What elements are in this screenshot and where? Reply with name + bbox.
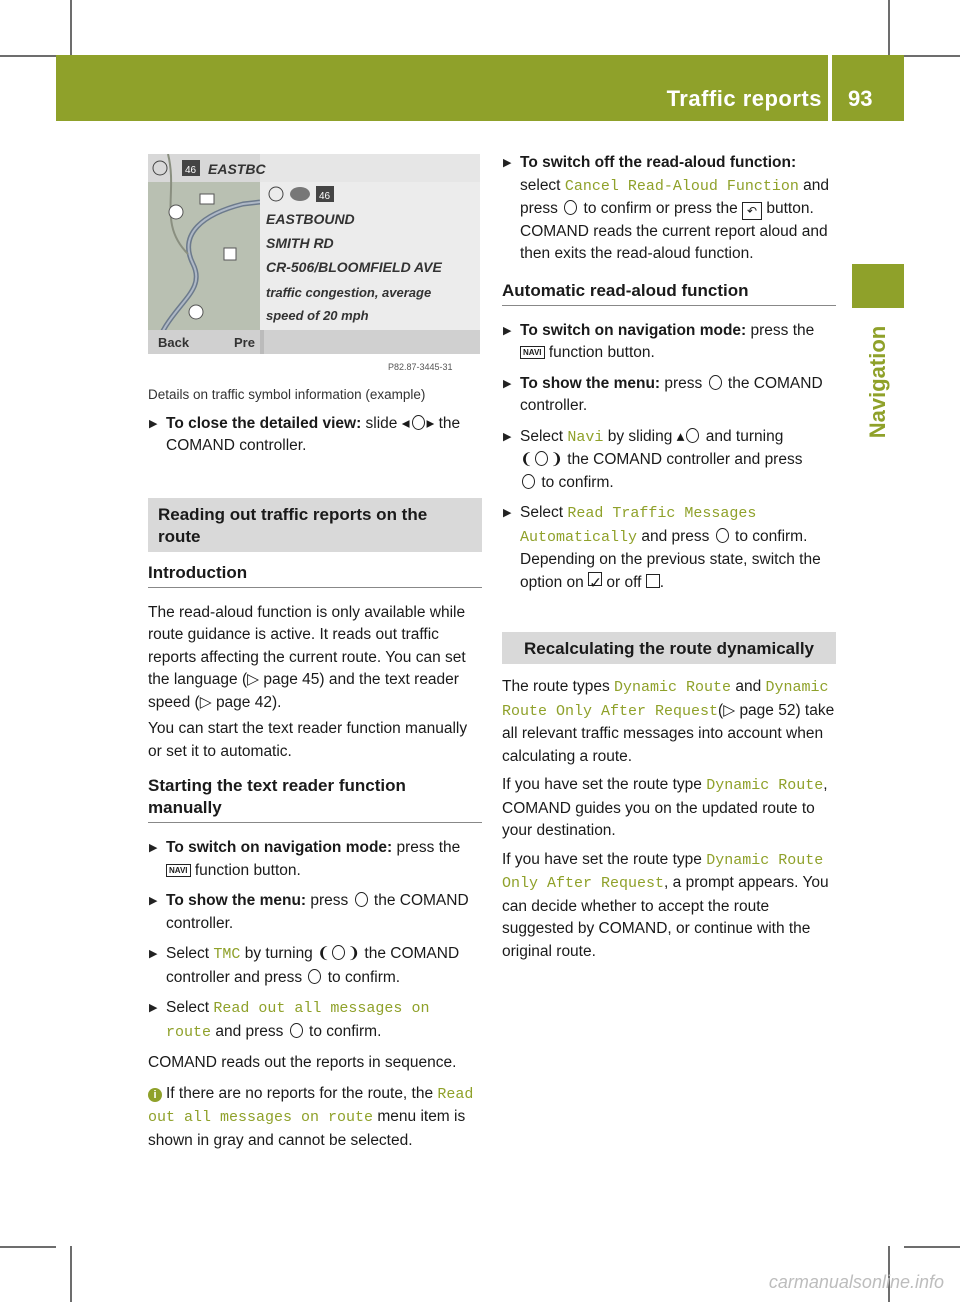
crop-mark: [70, 1246, 72, 1302]
subsection-heading: Starting the text reader function manually: [148, 775, 482, 823]
instruction-nav-mode: ▶ To switch on navigation mode: press the NAVI function button.: [148, 837, 482, 882]
svg-text:EASTBC: EASTBC: [208, 161, 266, 177]
svg-text:EASTBOUND: EASTBOUND: [266, 211, 355, 227]
back-icon: ↶: [742, 202, 762, 220]
after-request-paragraph: If you have set the route type Dynamic Route Only After Request, a prompt appears. You can decide whether to accept the route suggested by COMAND, or continue with the original route.: [502, 850, 829, 960]
section-heading: Recalculating the route dynamically: [502, 632, 836, 664]
instruction-show-menu: ▶ To show the menu: press the COMAND controller.: [148, 890, 482, 935]
instruction-show-menu-auto: ▶ To show the menu: press the COMAND controller.: [502, 373, 836, 418]
page-number: 93: [848, 86, 873, 111]
instruction-select-tmc: ▶ Select TMC by turning ❨ ❩ the COMAND controller and press to confirm.: [148, 943, 482, 989]
intro-paragraph-2: You can start the text reader function manually or set it to automatic.: [148, 720, 468, 760]
instruction-close-view: ▶ To close the detailed view: slide ◂ ▸ the COMAND controller.: [148, 413, 482, 458]
subsection-heading: Automatic read-aloud function: [502, 280, 836, 306]
crop-mark: [70, 0, 72, 56]
dynamic-route-paragraph: If you have set the route type Dynamic Route, COMAND guides you on the updated route to your destination.: [502, 776, 828, 839]
left-column: [148, 384, 482, 1152]
svg-text:speed of 20 mph: speed of 20 mph: [266, 308, 369, 323]
watermark: carmanualsonline.info: [768, 1272, 944, 1292]
crop-mark: [904, 1246, 960, 1248]
instruction-select-read-all: ▶ Select Read out all messages on route and press to confirm.: [148, 997, 482, 1044]
figure-caption: Details on traffic symbol information (example): [148, 387, 426, 402]
info-icon: i: [148, 1088, 162, 1102]
crop-mark: [904, 55, 960, 57]
svg-text:Pre: Pre: [234, 335, 255, 350]
svg-text:Back: Back: [158, 335, 190, 350]
section-label: Navigation: [865, 325, 890, 439]
crop-mark: [0, 55, 56, 57]
svg-text:46: 46: [185, 165, 197, 176]
instruction-select-navi: ▶ Select Navi by sliding ▴ and turning ❨ ❩ the COMAND controller and press to confirm.: [502, 426, 836, 495]
checkbox-empty-icon: [646, 574, 660, 588]
svg-text:SMITH RD: SMITH RD: [266, 235, 334, 251]
screen-image: [148, 154, 480, 354]
page-title: Traffic reports: [666, 86, 822, 111]
svg-text:traffic congestion, average: traffic congestion, average: [266, 285, 432, 300]
sequence-paragraph: COMAND reads out the reports in sequence.: [148, 1054, 457, 1071]
instruction-select-auto: ▶ Select Read Traffic Messages Automatically and press to confirm. Depending on the previous state, switch the option on ✓ or off .: [502, 502, 836, 594]
right-column: [502, 152, 836, 963]
subsection-heading: Introduction: [148, 562, 482, 588]
svg-text:CR-506/BLOOMFIELD AVE: CR-506/BLOOMFIELD AVE: [266, 259, 442, 275]
map-screen: [148, 154, 480, 354]
section-tab: [852, 264, 904, 308]
route-types-paragraph: The route types Dynamic Route and Dynamic Route Only After Request(▷ page 52) take all relevant traffic messages into account when calculating a route.: [502, 678, 835, 765]
image-code: P82.87-3445-31: [388, 362, 453, 372]
header-separator: [828, 55, 832, 121]
section-heading: Reading out traffic reports on the route: [148, 498, 482, 552]
instruction-cancel-read-aloud: ▶ To switch off the read-aloud function: select Cancel Read-Aloud Function and press to confirm or press the ↶ button. COMAND reads the current report aloud and then exits the read-aloud function.: [502, 152, 836, 266]
crop-mark: [888, 0, 890, 56]
checkbox-checked-icon: ✓: [588, 572, 602, 586]
intro-paragraph: The read-aloud function is only available while route guidance is active. It reads out traffic reports affecting the current route. You can set the language (▷ page 45) and the text reader speed (▷ page 42).: [148, 603, 466, 711]
crop-mark: [0, 1246, 56, 1248]
instruction-nav-mode-auto: ▶ To switch on navigation mode: press the NAVI function button.: [502, 320, 836, 365]
info-note: i If there are no reports for the route, the Read out all messages on route menu item is shown in gray and cannot be selected.: [148, 1084, 474, 1149]
svg-text:46: 46: [319, 191, 331, 202]
